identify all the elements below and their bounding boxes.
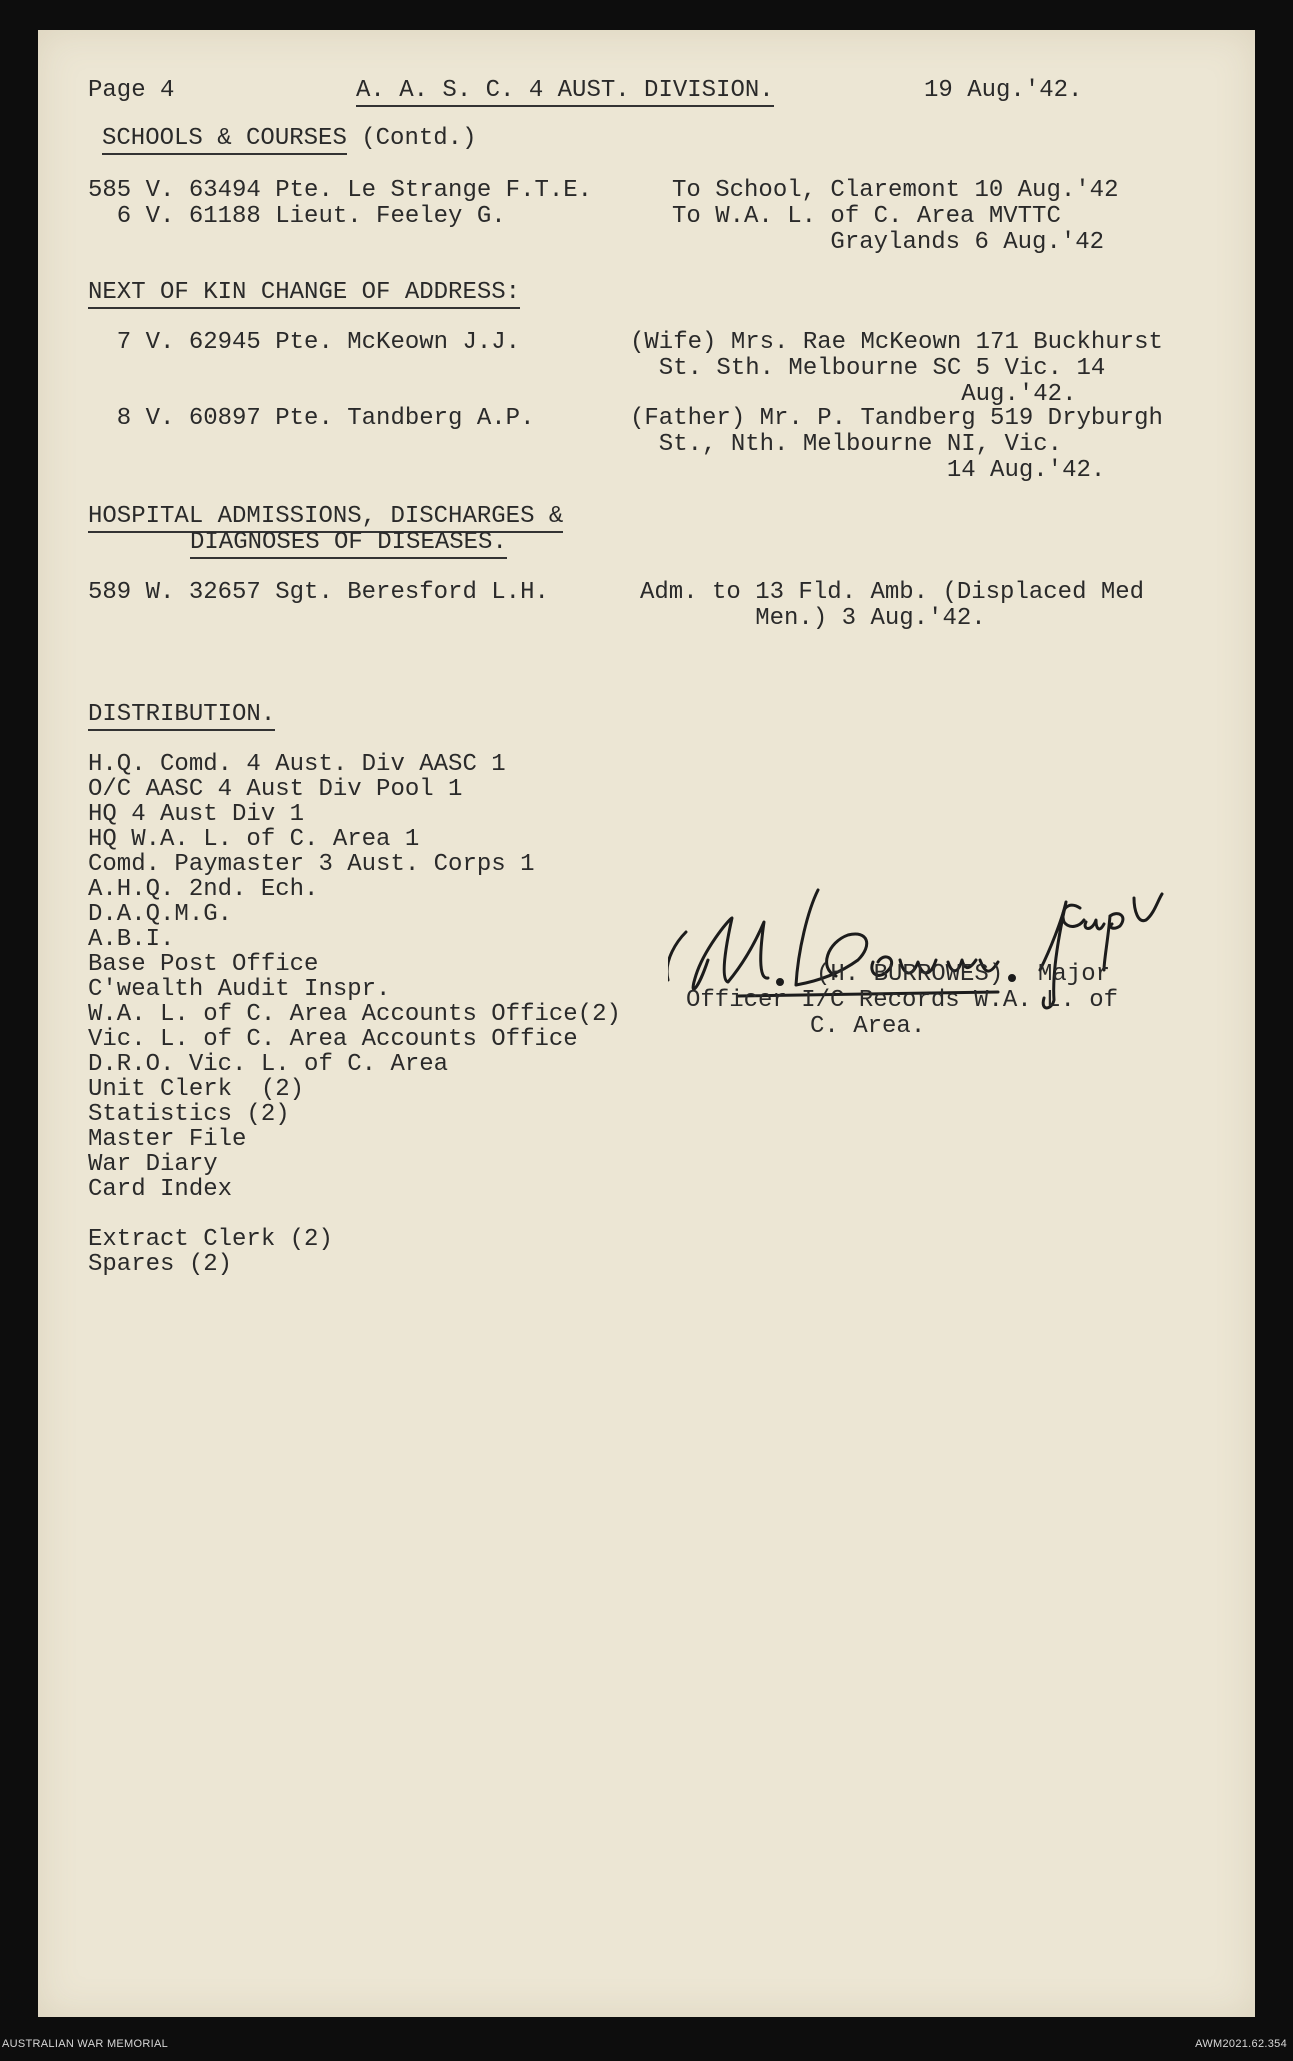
distribution-item: Vic. L. of C. Area Accounts Office bbox=[88, 1026, 578, 1053]
page-number: Page 4 bbox=[88, 77, 175, 104]
entry-589-left: 589 W. 32657 Sgt. Beresford L.H. bbox=[88, 579, 549, 606]
distribution-item: Spares (2) bbox=[88, 1251, 233, 1278]
footer-reference-id: AWM2021.62.354 bbox=[1195, 2038, 1287, 2050]
entry-7-right-3: Aug.'42. bbox=[630, 381, 1077, 408]
distribution-item: Extract Clerk (2) bbox=[88, 1226, 333, 1253]
hospital-heading-2: DIAGNOSES OF DISEASES. bbox=[190, 530, 507, 559]
distribution-item: Comd. Paymaster 3 Aust. Corps 1 bbox=[88, 851, 535, 878]
entry-8-left: 8 V. 60897 Pte. Tandberg A.P. bbox=[88, 405, 535, 432]
entry-7-right-1: (Wife) Mrs. Rae McKeown 171 Buckhurst bbox=[630, 329, 1163, 356]
distribution-item: D.R.O. Vic. L. of C. Area bbox=[88, 1051, 449, 1078]
distribution-item: War Diary bbox=[88, 1151, 218, 1178]
entry-8-right-2: St., Nth. Melbourne NI, Vic. bbox=[630, 431, 1063, 458]
signatory-name: (H. BURROWES) bbox=[816, 961, 1004, 988]
entry-589-right-2: Men.) 3 Aug.'42. bbox=[640, 605, 986, 632]
schools-heading: SCHOOLS & COURSES (Contd.) bbox=[102, 126, 476, 152]
distribution-item: C'wealth Audit Inspr. bbox=[88, 976, 391, 1003]
distribution-item: A.B.I. bbox=[88, 926, 175, 953]
entry-585-left: 585 V. 63494 Pte. Le Strange F.T.E. bbox=[88, 177, 593, 204]
entry-6-right-1: To W.A. L. of C. Area MVTTC bbox=[672, 203, 1061, 230]
entry-6-left: 6 V. 61188 Lieut. Feeley G. bbox=[88, 203, 506, 230]
footer-archive-label: AUSTRALIAN WAR MEMORIAL bbox=[2, 2038, 169, 2050]
distribution-item: H.Q. Comd. 4 Aust. Div AASC 1 bbox=[88, 751, 506, 778]
signatory-title-2: C. Area. bbox=[810, 1013, 926, 1040]
entry-8-right-3: 14 Aug.'42. bbox=[630, 457, 1106, 484]
distribution-item: D.A.Q.M.G. bbox=[88, 901, 233, 928]
distribution-item: Base Post Office bbox=[88, 951, 319, 978]
entry-585-right: To School, Claremont 10 Aug.'42 bbox=[672, 177, 1119, 204]
distribution-item: HQ W.A. L. of C. Area 1 bbox=[88, 826, 420, 853]
distribution-item: O/C AASC 4 Aust Div Pool 1 bbox=[88, 776, 463, 803]
distribution-item: Master File bbox=[88, 1126, 247, 1153]
entry-8-right-1: (Father) Mr. P. Tandberg 519 Dryburgh bbox=[630, 405, 1163, 432]
document-page bbox=[38, 30, 1255, 2017]
entry-6-right-2: Graylands 6 Aug.'42 bbox=[672, 229, 1105, 256]
distribution-item: W.A. L. of C. Area Accounts Office(2) bbox=[88, 1001, 621, 1028]
distribution-item: HQ 4 Aust Div 1 bbox=[88, 801, 305, 828]
signatory-title-1: Officer I/C Records W.A. L. of bbox=[686, 987, 1119, 1014]
nok-heading: NEXT OF KIN CHANGE OF ADDRESS: bbox=[88, 280, 520, 309]
entry-7-right-2: St. Sth. Melbourne SC 5 Vic. 14 bbox=[630, 355, 1106, 382]
distribution-item: Unit Clerk (2) bbox=[88, 1076, 305, 1103]
distribution-heading: DISTRIBUTION. bbox=[88, 702, 275, 731]
entry-589-right-1: Adm. to 13 Fld. Amb. (Displaced Med bbox=[640, 579, 1145, 606]
unit-heading: A. A. S. C. 4 AUST. DIVISION. bbox=[356, 78, 774, 107]
distribution-item: A.H.Q. 2nd. Ech. bbox=[88, 876, 319, 903]
distribution-item: Statistics (2) bbox=[88, 1101, 290, 1128]
document-date: 19 Aug.'42. bbox=[924, 77, 1083, 104]
hospital-heading-1: HOSPITAL ADMISSIONS, DISCHARGES & bbox=[88, 504, 563, 533]
signatory-rank: Major bbox=[1038, 961, 1111, 988]
entry-7-left: 7 V. 62945 Pte. McKeown J.J. bbox=[88, 329, 521, 356]
distribution-item: Card Index bbox=[88, 1176, 233, 1203]
